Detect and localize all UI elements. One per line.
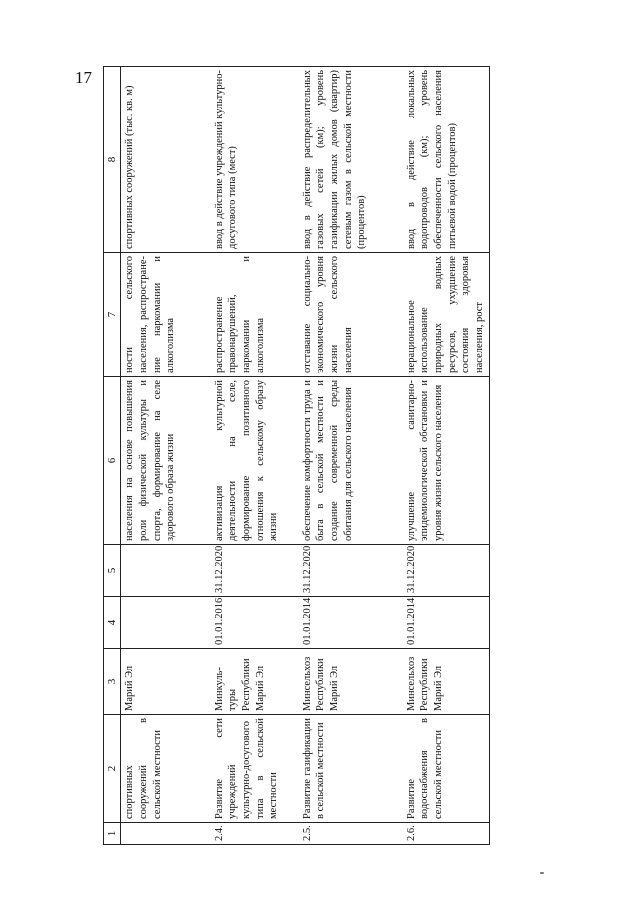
row-number: 2.6. [403,823,489,845]
start-date: 01.01.2014 [299,597,403,649]
start-date: 01.01.2016 [211,597,299,649]
consequences: отставание социально-экономического уровня жизни сельского населения [299,253,403,377]
row-number [121,823,211,845]
consequences: ности сельского населения, распростране-ние наркомании и алкоголизма [121,253,211,377]
consequences: нерациональное использование природных водных ресурсов, ухудшение состояния здоровья населения, рост [403,253,489,377]
executor: Минсельхоз Республики Марий Эл [299,649,403,715]
column-number-row [104,67,121,845]
start-date: 01.01.2014 [403,597,489,649]
table-row [121,67,211,845]
expected-result: обеспечение комфортности труда и быта в сельской местности и создание современной среды обитания для сельского населения [299,377,403,545]
measure-name: Развитие сети учреждений культурно-досугового типа в сельской местности [211,715,299,823]
indicator: ввод в действие учреждений культурно-досугового типа (мест) [211,67,299,253]
expected-result: населения на основе повышения роли физической культуры и спорта, формирование на селе здорового образа жизни [121,377,211,545]
column-number: 1 [104,823,121,845]
measure-name: Развитие водоснабжения в сельской местности [403,715,489,823]
indicator: ввод в действие распределительных газовых сетей (км); уровень газификации жилых домов (квартир) сетевым газом в сельской местности (процентов) [299,67,403,253]
rotated-table-wrapper [103,67,483,845]
executor: Минсельхоз Республики Марий Эл [403,649,489,715]
end-date: 31.12.2020 [299,545,403,597]
table-row [211,67,299,845]
indicator: спортивных сооружений (тыс. кв. м) [121,67,211,253]
executor: Минкуль-туры Республики Марий Эл [211,649,299,715]
column-number: 3 [104,649,121,715]
row-number: 2.4. [211,823,299,845]
indicator: ввод в действие локальных водопроводов (км); уровень обеспеченности сельского населения питьевой водой (процентов) [403,67,489,253]
measure-name: Развитие газификации в сельской местности [299,715,403,823]
column-number: 6 [104,377,121,545]
end-date [121,545,211,597]
column-number: 5 [104,545,121,597]
column-number: 2 [104,715,121,823]
column-number: 7 [104,253,121,377]
end-date: 31.12.2020 [211,545,299,597]
table-row [403,67,489,845]
column-number: 8 [104,67,121,253]
column-number: 4 [104,597,121,649]
measure-name: спортивных сооружений в сельской местности [121,715,211,823]
consequences: распространение правонарушений, наркомании и алкоголизма [211,253,299,377]
scan-speck [540,872,544,874]
start-date [121,597,211,649]
end-date: 31.12.2020 [403,545,489,597]
measures-table [103,66,490,845]
row-number: 2.5. [299,823,403,845]
table-row [299,67,403,845]
expected-result: улучшение санитарно-эпидемиологической обстановки и уровня жизни сельского населения [403,377,489,545]
executor: Марий Эл [121,649,211,715]
page-number: 17 [75,68,92,87]
expected-result: активизация культурной деятельности на селе, формирование позитивного отношения к сельскому образу жизни [211,377,299,545]
